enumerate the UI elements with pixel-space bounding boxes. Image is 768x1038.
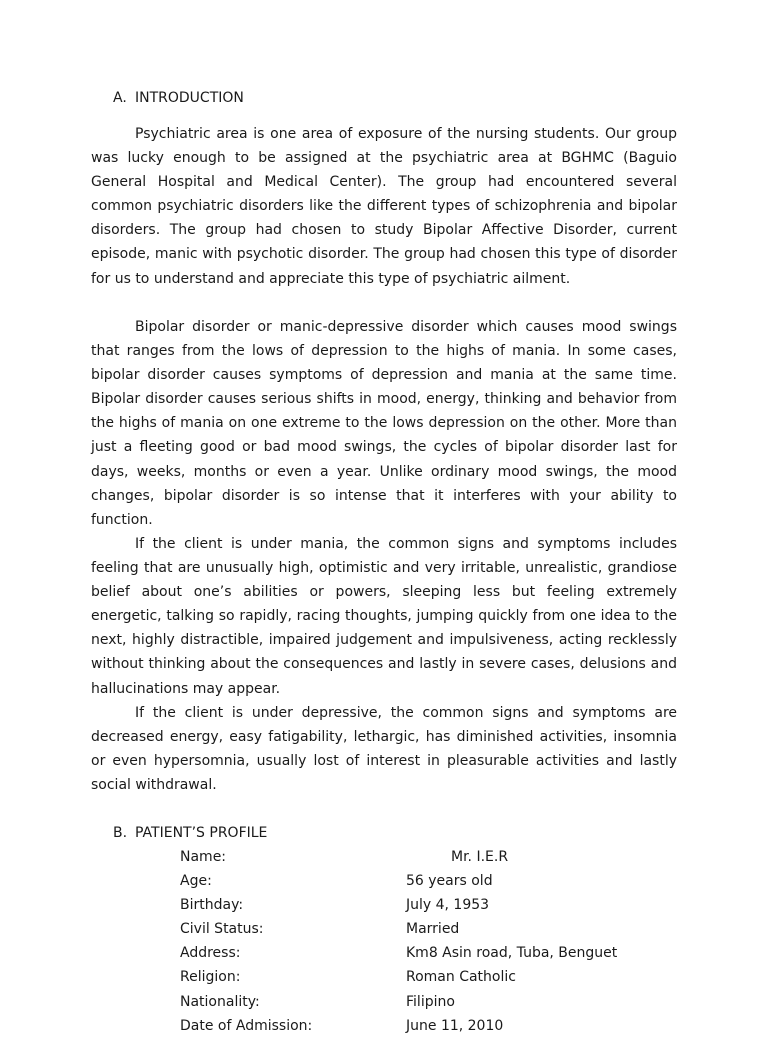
profile-row xyxy=(0,990,768,1014)
profile-label: Birthday: xyxy=(180,897,244,914)
section-b-title: PATIENT’S PROFILE xyxy=(135,825,268,841)
profile-value: Mr. I.E.R xyxy=(451,849,509,865)
section-b-heading xyxy=(113,821,267,845)
profile-row xyxy=(0,869,768,893)
profile-label: Age: xyxy=(180,873,212,890)
profile-row xyxy=(0,893,768,917)
profile-row xyxy=(0,1014,768,1038)
profile-row xyxy=(0,965,768,989)
profile-label: Civil Status: xyxy=(180,921,264,938)
profile-label: Nationality: xyxy=(180,993,260,1010)
profile-label: Date of Admission: xyxy=(180,1017,313,1034)
profile-row xyxy=(0,917,768,941)
profile-value: Roman Catholic xyxy=(406,969,516,986)
profile-row xyxy=(0,941,768,965)
profile-value: Married xyxy=(406,921,460,938)
profile-value: July 4, 1953 xyxy=(406,897,490,914)
patient-profile-table xyxy=(0,845,768,1038)
profile-label: Address: xyxy=(180,945,241,962)
profile-value: Km8 Asin road, Tuba, Benguet xyxy=(406,945,618,962)
section-a-heading xyxy=(113,86,244,110)
intro-paragraph-3: If the client is under mania, the common signs and symptoms includes feeling that are unusually high, optimistic and very irritable, unrealistic, grandiose belief about one’s abilities or powers, sleeping less but feeling extremely energetic, talking so rapidly, racing thoughts, jumping quickly from one idea to the next, highly distractible, impaired judgement and impulsiveness, acting recklessly without thinking about the consequences and lastly in severe cases, delusions and hallucinations may appear. xyxy=(91,536,677,697)
profile-value: Filipino xyxy=(406,993,455,1010)
section-a-number: A. xyxy=(113,90,127,106)
profile-row xyxy=(0,845,768,869)
intro-paragraph-1: Psychiatric area is one area of exposure of the nursing students. Our group was lucky enough to be assigned at the psychiatric area at BGHMC (Baguio General Hospital and Medical Center). The group had encountered several common psychiatric disorders like the different types of schizophrenia and bipolar disorders. The group had chosen to study Bipolar Affective Disorder, current episode, manic with psychotic disorder. The group had chosen this type of disorder for us to understand and appreciate this type of psychiatric ailment. xyxy=(91,126,677,287)
intro-paragraph-2: Bipolar disorder or manic-depressive disorder which causes mood swings that ranges from the lows of depression to the highs of mania. In some cases, bipolar disorder causes symptoms of depression and mania at the same time. Bipolar disorder causes serious shifts in mood, energy, thinking and behavior from the highs of mania on one extreme to the lows depression on the other. More than just a fleeting good or bad mood swings, the cycles of bipolar disorder last for days, weeks, months or even a year. Unlike ordinary mood swings, the mood changes, bipolar disorder is so intense that it interferes with your ability to function. xyxy=(91,319,677,528)
profile-label: Name: xyxy=(180,849,227,865)
intro-paragraph-4: If the client is under depressive, the common signs and symptoms are decreased energy, easy fatigability, lethargic, has diminished activities, insomnia or even hypersomnia, usually lost of interest in pleasurable activities and lastly social withdrawal. xyxy=(91,705,677,794)
profile-value: June 11, 2010 xyxy=(406,1017,504,1034)
section-b-number: B. xyxy=(113,825,128,841)
profile-value: 56 years old xyxy=(406,873,493,890)
profile-label: Religion: xyxy=(180,969,241,986)
section-a-title: INTRODUCTION xyxy=(135,90,244,106)
